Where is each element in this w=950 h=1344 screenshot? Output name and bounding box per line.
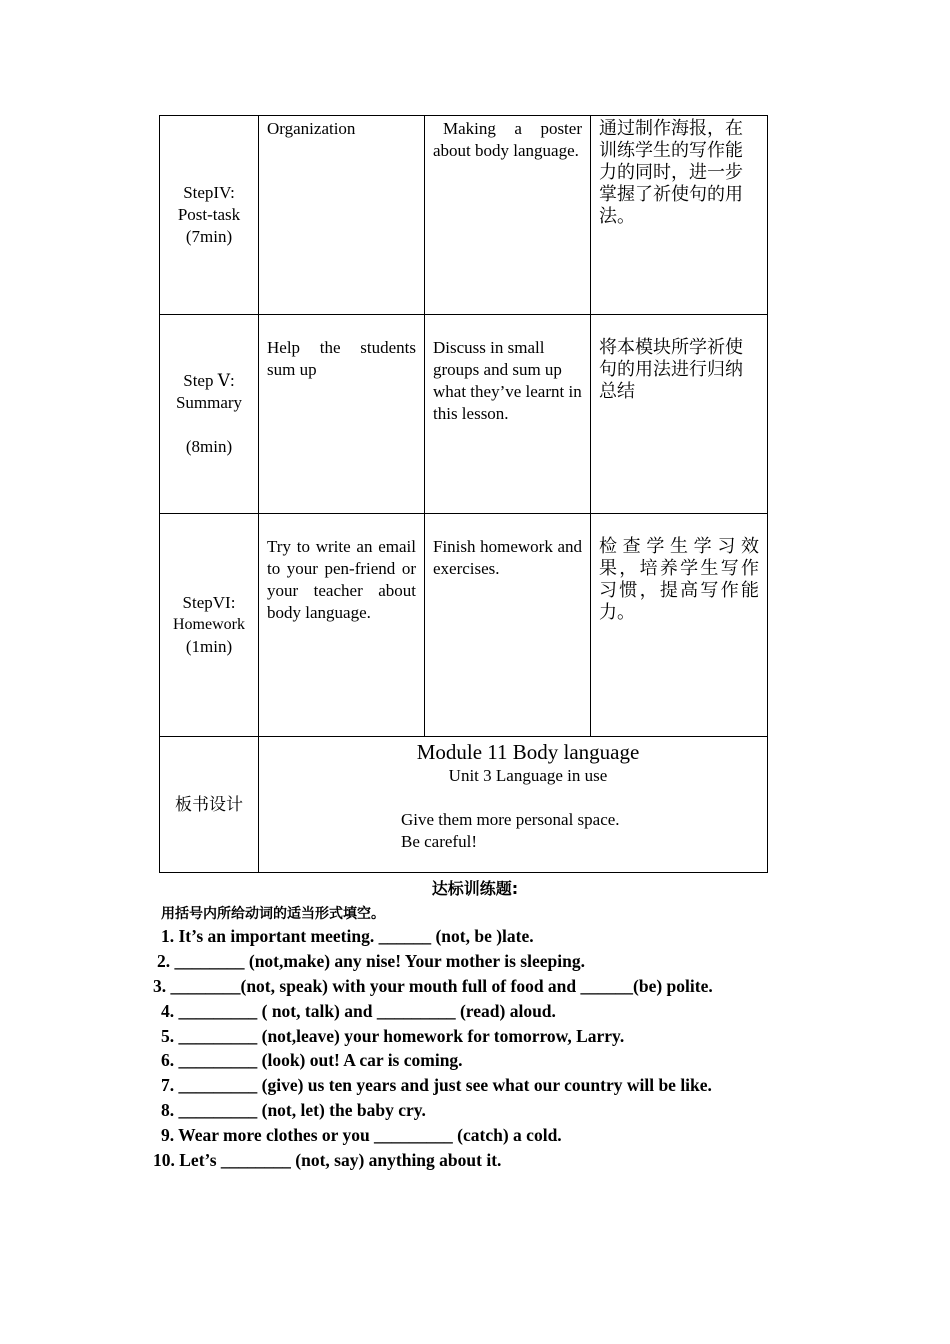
- question: 10. Let’s ________ (not, say) anything about it.: [153, 1150, 502, 1170]
- step-label: StepIV:: [183, 183, 235, 202]
- question: 5. _________ (not,leave) your homework for tomorrow, Larry.: [161, 1026, 625, 1046]
- purpose-cell: [591, 315, 768, 514]
- activity-text: Help the students sum up: [267, 338, 416, 379]
- question: 6. _________ (look) out! A car is coming.: [161, 1050, 463, 1070]
- purpose-cell: [591, 514, 768, 737]
- question: 2. ________ (not,make) any nise! Your mother is sleeping.: [157, 951, 585, 971]
- activity-text: Try to write an email to your pen-friend or your teacher about body language.: [267, 537, 416, 622]
- step-time: (1min): [185, 637, 233, 656]
- content-cell: [425, 315, 591, 514]
- step-blank: [160, 414, 258, 436]
- table-row: [160, 116, 768, 315]
- exercise-title: 达标训练题:: [431, 879, 519, 898]
- step-cell: [160, 116, 259, 315]
- purpose-text: 将本模块所学祈使句的用法进行归纳总结: [599, 337, 743, 402]
- board-title: Module 11 Body language: [416, 740, 640, 764]
- question: 3. ________(not, speak) with your mouth full of food and ______(be) polite.: [153, 976, 713, 996]
- lesson-plan-table: [159, 115, 768, 873]
- activity-cell: [259, 315, 425, 514]
- board-subtitle: Unit 3 Language in use: [448, 766, 608, 785]
- table-row: [160, 514, 768, 737]
- board-design-row: [160, 737, 768, 873]
- step-cell: [160, 315, 259, 514]
- step-time: (8min): [185, 437, 233, 456]
- board-line: Give them more personal space.: [401, 810, 620, 829]
- question: 8. _________ (not, let) the baby cry.: [161, 1100, 426, 1120]
- step-label: Step Ⅴ:: [183, 371, 235, 390]
- content-cell: [425, 116, 591, 315]
- step-time: (7min): [185, 227, 233, 246]
- step-label: StepVI:: [182, 593, 236, 612]
- question: 9. Wear more clothes or you _________ (catch) a cold.: [161, 1125, 562, 1145]
- content-cell: [425, 514, 591, 737]
- table-row: [160, 315, 768, 514]
- question: 7. _________ (give) us ten years and just see what our country will be like.: [161, 1075, 712, 1095]
- activity-text: Organization: [267, 119, 356, 138]
- board-label-cell: [160, 737, 259, 873]
- board-label: 板书设计: [175, 794, 243, 815]
- step-name: Summary: [175, 393, 243, 412]
- purpose-text: 检查学生学习效果，培养学生写作习惯，提高写作能力。: [599, 536, 759, 623]
- exercise-instruction: 用括号内所给动词的适当形式填空。: [161, 906, 385, 922]
- board-line: Be careful!: [401, 832, 477, 851]
- content-text: Making a poster about body language.: [433, 119, 582, 160]
- content-text: Discuss in small groups and sum up what they’ve learnt in this lesson.: [433, 338, 582, 423]
- question: 4. _________ ( not, talk) and _________ (read) aloud.: [161, 1001, 556, 1021]
- activity-cell: [259, 116, 425, 315]
- purpose-text: 通过制作海报，在训练学生的写作能力的同时，进一步掌握了祈使句的用法。: [599, 118, 743, 227]
- step-name: Post-task: [177, 205, 241, 224]
- step-name: Homework: [173, 616, 245, 633]
- activity-cell: [259, 514, 425, 737]
- board-content-cell: [259, 737, 768, 873]
- step-cell: [160, 514, 259, 737]
- purpose-cell: [591, 116, 768, 315]
- content-text: Finish homework and exercises.: [433, 537, 582, 578]
- question: 1. It’s an important meeting. ______ (not, be )late.: [161, 926, 534, 946]
